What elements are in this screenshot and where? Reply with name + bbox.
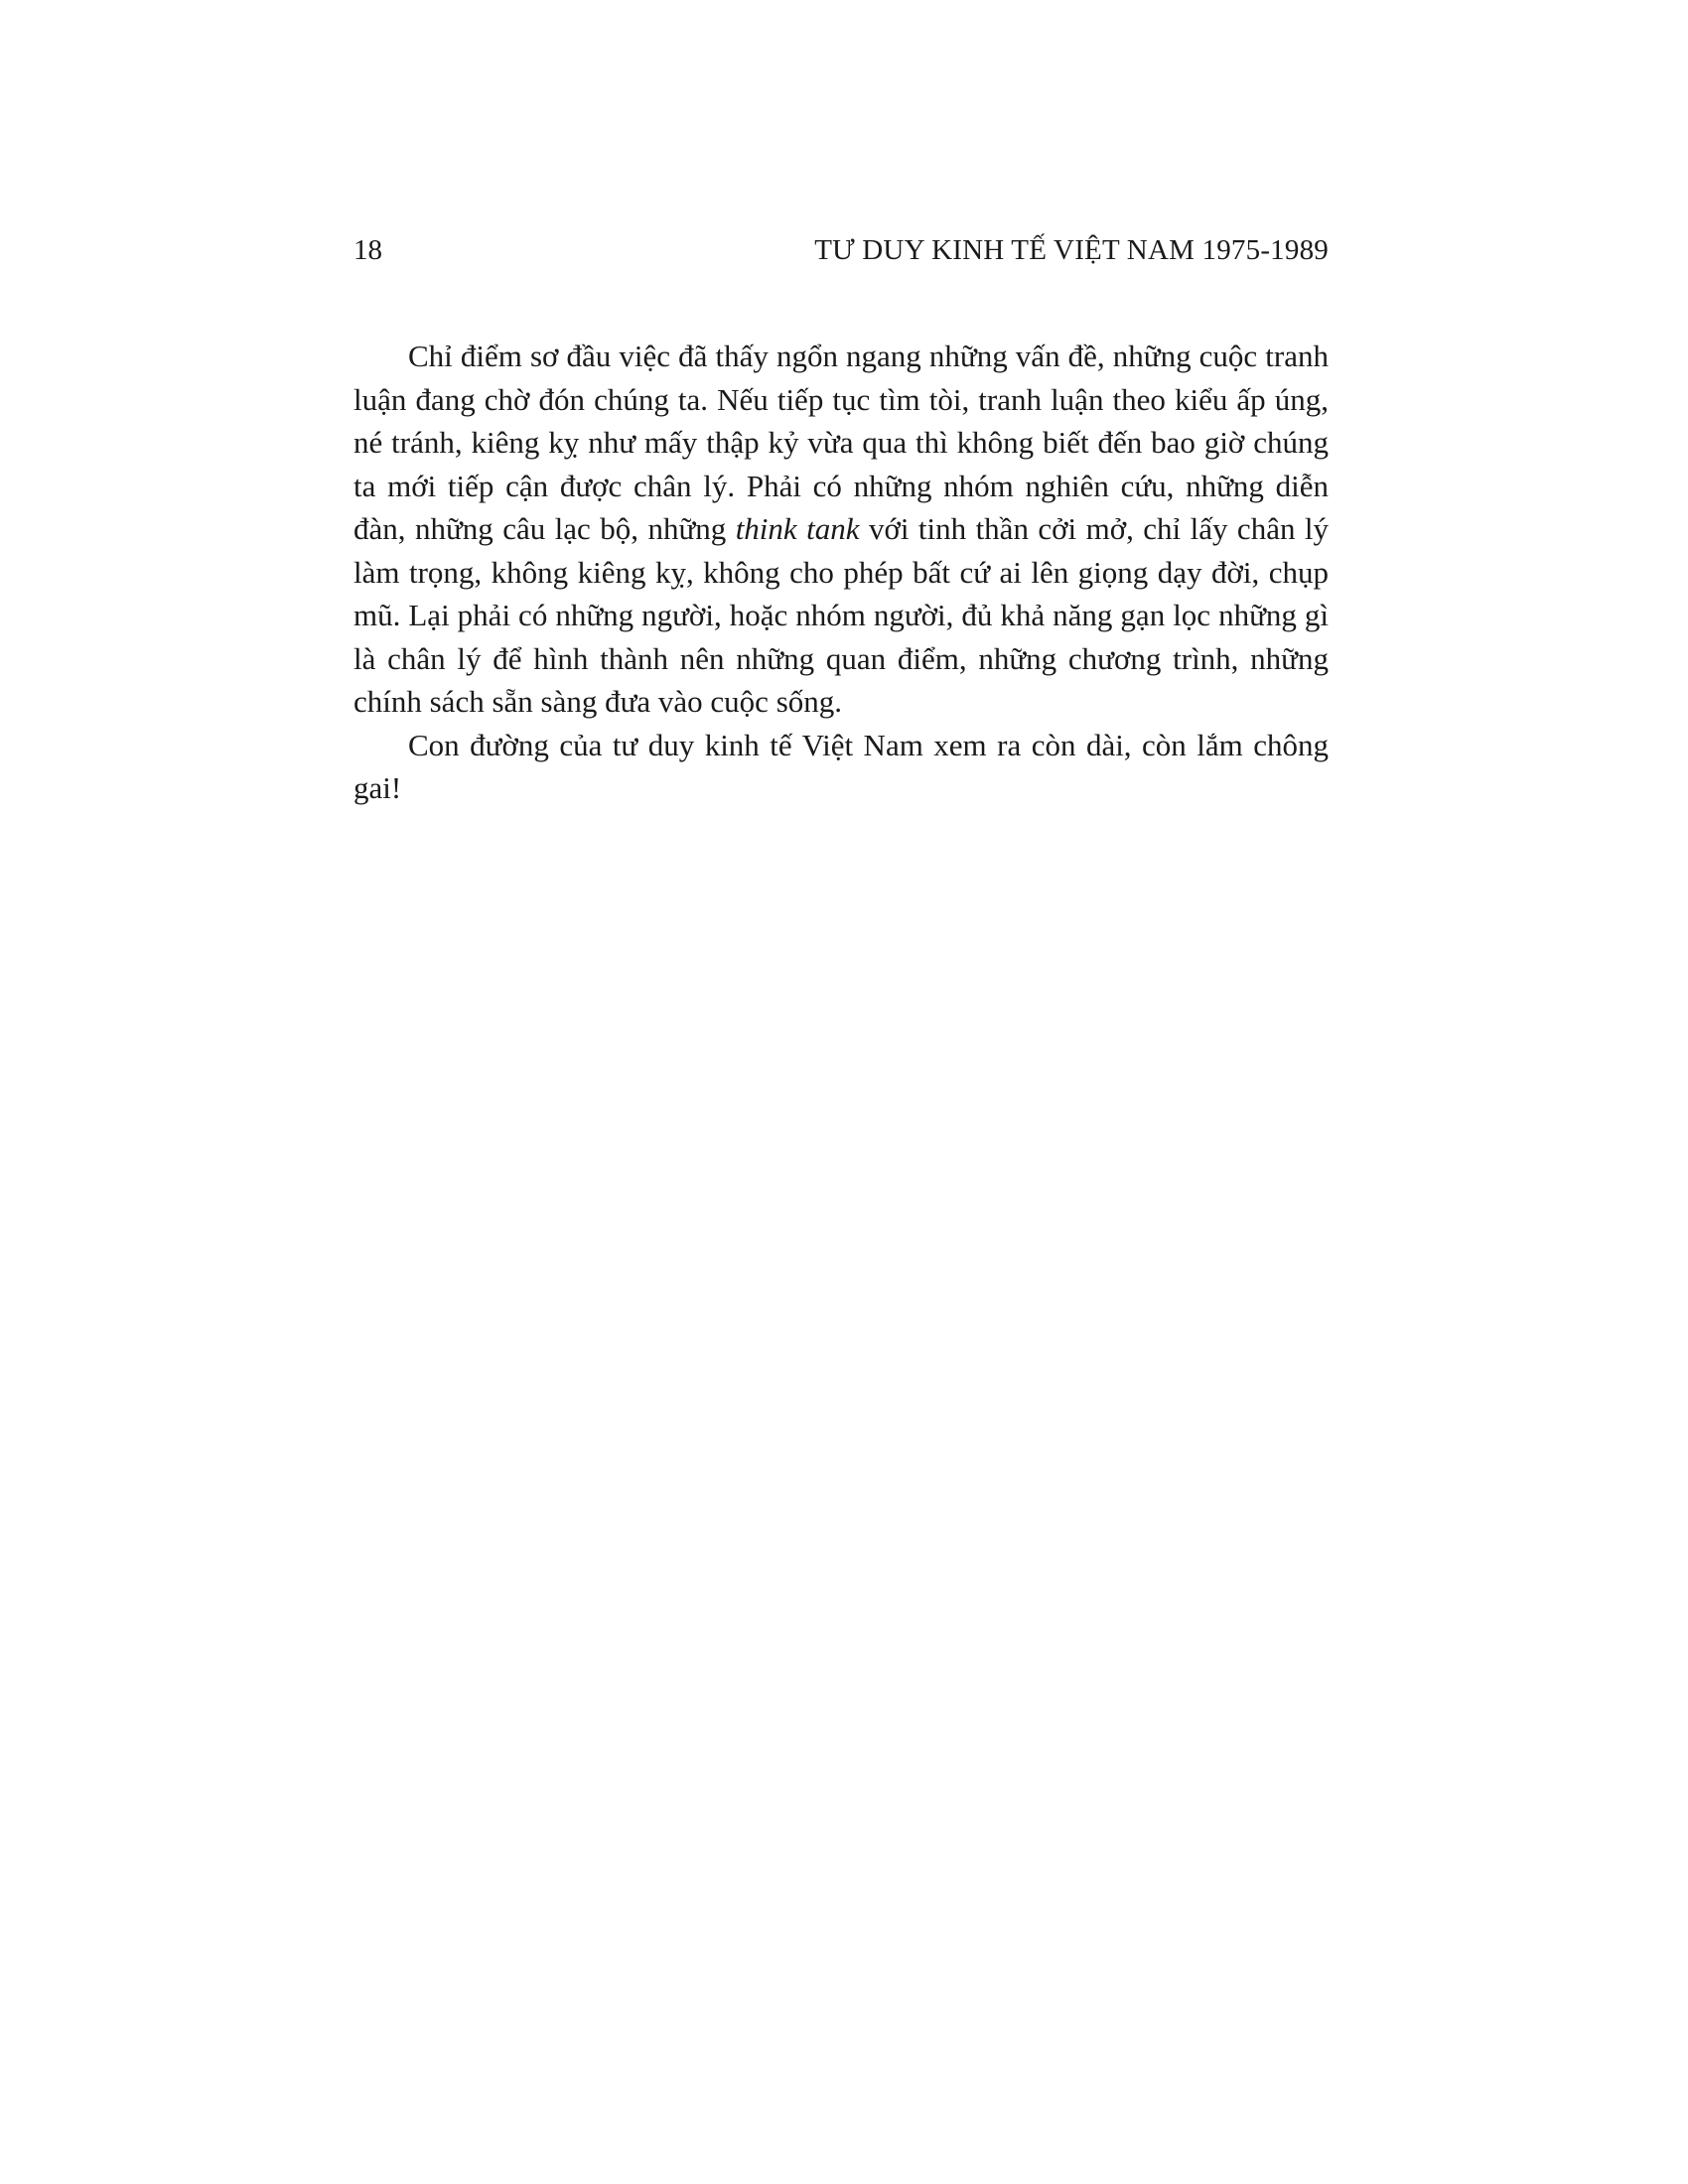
- paragraph-1-text-start: Chỉ điểm sơ đầu việc đã thấy ngổn ngang những vấn đề, những cuộc tranh luận đang chờ đón chúng ta. Nếu tiếp tục tìm tòi, tranh luận theo kiểu ấp úng, né tránh, kiêng kỵ như mấy thập kỷ vừa qua thì không biết đến bao giờ chúng ta mới tiếp cận được chân lý. Phải có những nhóm nghiên cứu, những diễn đàn, những câu lạc bộ, những: [353, 339, 1329, 546]
- page-number: 18: [353, 234, 382, 266]
- paragraph-2: Con đường của tư duy kinh tế Việt Nam xem ra còn dài, còn lắm chông gai!: [353, 727, 1329, 805]
- italic-term: think tank: [735, 511, 860, 546]
- body-text: [353, 335, 1329, 810]
- paragraph-1: [353, 335, 1329, 724]
- running-title: TƯ DUY KINH TẾ VIỆT NAM 1975-1989: [814, 234, 1329, 266]
- page-header: [353, 230, 1329, 270]
- paragraph-1-text-end: với tinh thần cởi mở, chỉ lấy chân lý làm trọng, không kiêng kỵ, không cho phép bất cứ ai lên giọng dạy đời, chụp mũ. Lại phải có những người, hoặc nhóm người, đủ khả năng gạn lọc những gì là chân lý để hình thành nên những quan điểm, những chương trình, những chính sách sẵn sàng đưa vào cuộc sống.: [353, 511, 1330, 719]
